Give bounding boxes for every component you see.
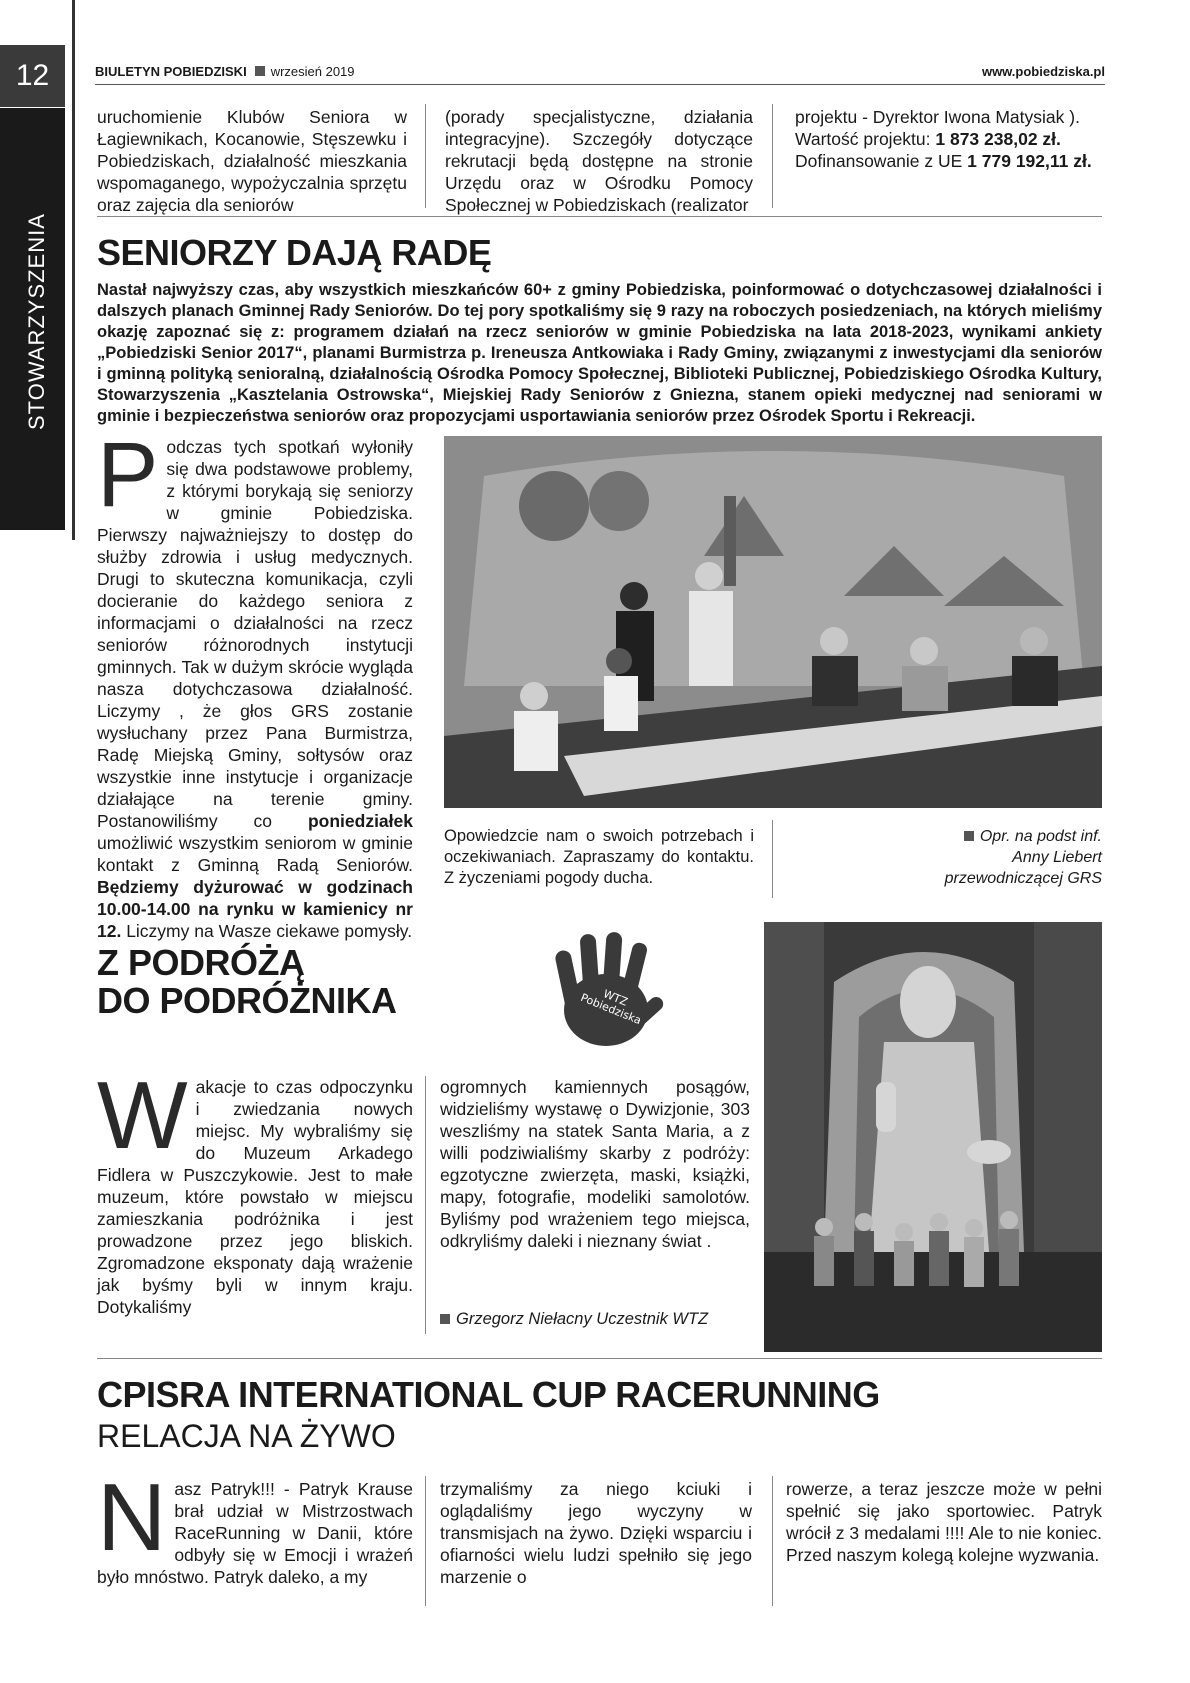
column-divider: [425, 1076, 426, 1334]
article-author: Opr. na podst inf. Anny Liebert przewodniczącej GRS: [944, 828, 1102, 887]
section-label: STOWARZYSZENIA: [24, 213, 49, 430]
column-divider: [425, 104, 426, 208]
article-body: Wakacje to czas odpoczynku i zwiedzania nowych miejsc. My wybraliśmy się do Muzeum Arkadego Fidlera w Puszczykowie. Jest to małe muzeum, które powstało w miejscu zamieszkania podróżnika i jest prowadzone przez jego bliskich. Zgromadzone eksponaty dają wrażenie jak byśmy byli w innym kraju. Dotykaliśmy: [97, 1062, 413, 1317]
column-divider: [772, 1476, 773, 1606]
article-title: Z PODRÓŻĄ DO PODRÓŻNIKA: [97, 942, 397, 1021]
meeting-photo: [444, 436, 1102, 808]
article-author: Grzegorz Niełacny Uczestnik WTZ: [440, 1310, 760, 1329]
publication-name: BIULETYN POBIEDZISKI: [95, 64, 247, 79]
article-body: Nasz Patryk!!! - Patryk Krause brał udział w Mistrzostwach RaceRunning w Danii, które odbyły się w Emocji i wrażeń było mnóstwo. Patryk daleko, a my: [97, 1464, 413, 1587]
section-rule: [97, 1358, 1102, 1359]
wtz-hand-logo: [540, 930, 670, 1055]
article-body-col-2: ogromnych kamiennych posągów, widzieliśmy wystawę o Dywizjonie, 303 weszliśmy na statek Santa Maria, a z willi podziwialiśmy skarby z podróży: egzotyczne zwierzęta, maski, książki, mapy, fotografie, modeliki samolotów. Byliśmy pod wrażeniem tego miejsca, odkryliśmy daleki i nieznany świat .: [440, 1077, 750, 1251]
issue-date: wrzesień 2019: [270, 64, 355, 79]
square-bullet-icon: [964, 831, 974, 841]
column-divider: [772, 820, 773, 898]
square-bullet-icon: [255, 66, 265, 76]
continuation-col-3: projektu - Dyrektor Iwona Matysiak ). Wartość projektu: 1 873 238,02 zł. Dofinansowanie z UE 1 779 192,11 zł.: [795, 107, 1092, 171]
column-divider: [772, 104, 773, 208]
drop-cap: P: [97, 424, 159, 526]
statue-photo: [764, 922, 1102, 1352]
article-body-col-3: rowerze, a teraz jeszcze może w pełni spełnić się jako sportowiec. Patryk wrócił z 3 medalami !!!! Ale to nie koniec. Przed naszym kolegą kolejne wyzwania.: [786, 1479, 1102, 1565]
article-body: Podczas tych spotkań wyłoniły się dwa podstawowe problemy, z którymi borykają się seniorzy w gminie Pobiedziska. Pierwszy najważniejszy to dostęp do służby zdrowia i usług medycznych. Drugi to skuteczna komunikacja, czyli docieranie do każdego seniora z informacjami o działalności na rzecz seniorów różnorodnych instytucji gminnych. Tak w dużym skrócie wygląda nasza dotychczasowa działalność. Liczymy , że głos GRS zostanie wysłuchany przez Pana Burmistrza, Radę Miejską Gminy, sołtysów oraz wszystkie inne instytucje i organizacje działające na terenie gminy. Postanowiliśmy co poniedziałek umożliwić wszystkim seniorom w gminie kontakt z Gminną Radą Seniorów. Będziemy dyżurować w godzinach 10.00-14.00 na rynku w kamienicy nr 12. Liczymy na Wasze ciekawe pomysły.: [97, 424, 413, 941]
article-subtitle: RELACJA NA ŻYWO: [97, 1418, 396, 1454]
header-rule: [95, 84, 1105, 85]
continuation-col-1: uruchomienie Klubów Seniora w Łagiewnikach, Kocanowie, Stęszewku i Pobiedziskach, działalność mieszkania wspomaganego, wypożyczalnia sprzętu oraz zajęcia dla seniorów: [97, 107, 407, 215]
photo-caption: Opowiedzcie nam o swoich potrzebach i oczekiwaniach. Zapraszamy do kontaktu. Z życzeniami pogody ducha.: [444, 827, 754, 887]
drop-cap: W: [97, 1062, 188, 1169]
meeting-photo-illustration: [444, 436, 1102, 808]
square-bullet-icon: [440, 1314, 450, 1324]
article-title: SENIORZY DAJĄ RADĘ: [97, 232, 492, 273]
statue-photo-illustration: [764, 922, 1102, 1352]
website-link[interactable]: www.pobiedziska.pl: [981, 64, 1105, 79]
article-lead: Nastał najwyższy czas, aby wszystkich mieszkańców 60+ z gminy Pobiedziska, poinformować o dotychczasowej działalności i dalszych planach Gminnej Rady Seniorów. Do tej pory spotkaliśmy się 9 razy na roboczych posiedzeniach, na których mieliśmy okazję zapoznać się z: programem działań na rzecz seniorów w gminie Pobiedziska na lata 2018-2023, wynikami ankiety „Pobiedziski Senior 2017“, planami Burmistrza p. Ireneusza Antkowiaka i Rady Gminy, związanymi z inwestycjami dla seniorów i gminną polityką senioralną, działalnością Ośrodka Pomocy Społecznej, Biblioteki Publicznej, Pobiedziskiego Ośrodka Kultury, Stowarzyszenia „Kasztelania Ostrowska“, Miejskiej Rady Seniorów z Gniezna, stanem opieki medycznej nad seniorami w gminie i bezpieczeństwa seniorów oraz propozycjami usportawiania seniorów przez Ośrodek Sportu i Rekreacji.: [97, 281, 1102, 425]
column-divider: [425, 1476, 426, 1606]
section-rule: [97, 216, 1102, 217]
continuation-col-2: (porady specjalistyczne, działania integracyjne). Szczegóły dotyczące rekrutacji będą dostępne na stronie Urzędu oraz w Ośrodku Pomocy Społecznej w Pobiedziskach (realizator: [445, 107, 753, 215]
article-body-col-2: trzymaliśmy za niego kciuki i oglądaliśmy jego wyczyny w transmisjach na żywo. Dzięki wsparciu i ofiarności wielu ludzi spełniło się jego marzenie o: [440, 1479, 752, 1587]
article-title: CPISRA INTERNATIONAL CUP RACERUNNING: [97, 1374, 880, 1415]
page-number: 12: [0, 45, 65, 107]
logo-text: WTZ Pobiedziska: [578, 987, 644, 1028]
drop-cap: N: [97, 1464, 167, 1571]
section-strip-line: [72, 0, 75, 540]
